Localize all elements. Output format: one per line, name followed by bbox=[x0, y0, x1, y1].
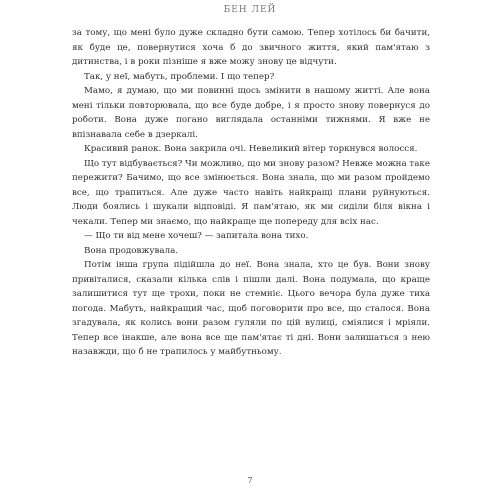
paragraph: Мамо, я думаю, що ми повинні щось змінити в нашому житті. Але вона мені тільки повторювала, що все буде добре, і я просто знову повернуся до роботи. Вона дуже погано виглядала останніми тижнями. Я вже не впізнавала себе в дзеркалі. bbox=[72, 86, 430, 140]
paragraph: Вона продовжувала. bbox=[84, 245, 179, 256]
paragraph: Красивий ранок. Вона закрила очі. Невеликий вітер торкнувся волосся. bbox=[84, 144, 418, 154]
paragraph: Так, у неї, мабуть, проблеми. І що тепер? bbox=[84, 71, 275, 82]
paragraph: за тому, що мені було дуже складно бути самою. Тепер хотілось би бачити, як буде це, повернутися хоча б до звичного життя, який пам'ятаю з дитинства, і в роки пізніше я вже можу знову це відчути. bbox=[72, 28, 430, 67]
paragraph: Потім інша група підійшла до неї. Вона знала, хто це був. Вони знову привіталися, сказали кілька слів і пішли далі. Вона подумала, що краще залишитися тут ще трохи, поки не стемніє. Цього вечора була дуже тиха погода. Мабуть, найкращий час, щоб поговорити про все, що сталося. Вона згадувала, як колись вони разом гуляли по цій вулиці, сміялися і мріяли. Тепер все інакше, але вона все ще пам'ятає ті дні. Вони залишаться з нею назавжди, що б не трапилось у майбутньому. bbox=[72, 260, 430, 357]
page-number: 7 bbox=[247, 476, 253, 486]
dialogue-line: — Що ти від мене хочеш? — запитала вона тихо. bbox=[84, 231, 309, 241]
paragraph: Що тут відбувається? Чи можливо, що ми знову разом? Невже можна таке пережити? Бачимо, що все змінюється. Вона знала, що ми разом пройдемо все, що трапиться. Але дуже часто навіть найкращі плани руйнуються. Люди боялись і шукали відповіді. Я пам'ятаю, як ми сиділи біля вікна і чекали. Тепер ми знаємо, що найкраще ще попереду для всіх нас. bbox=[72, 158, 430, 227]
body-text bbox=[72, 26, 430, 360]
running-head: БЕН ЛЕЙ bbox=[223, 5, 277, 15]
